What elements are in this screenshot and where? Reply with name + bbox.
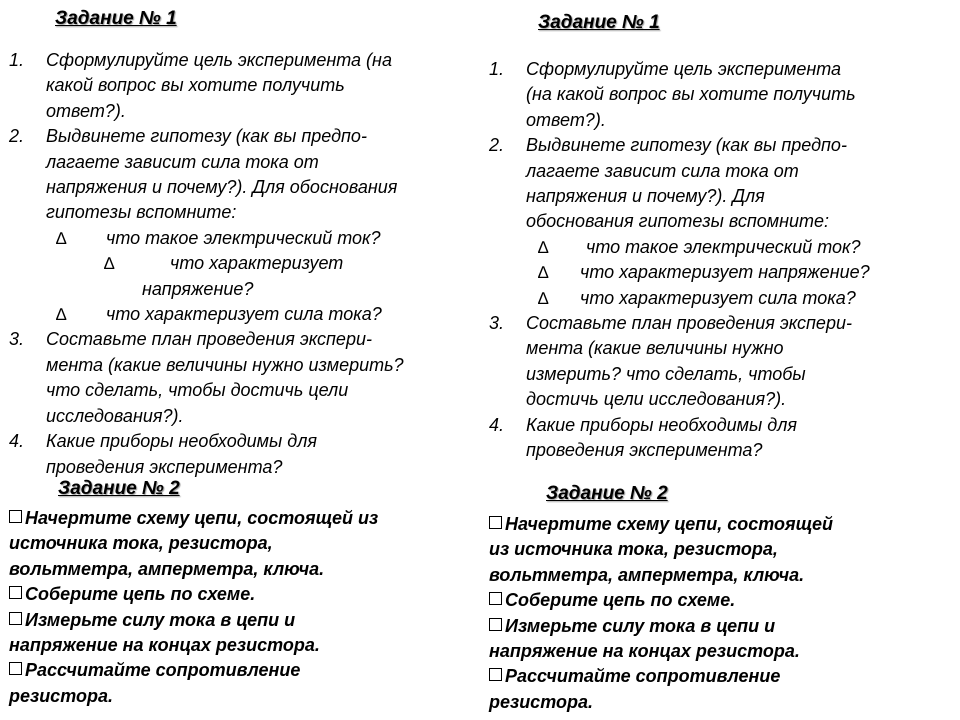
hint-text-cont: напряжение? bbox=[142, 278, 254, 299]
delta-icon: ∆ bbox=[56, 305, 67, 325]
task1-item-4 bbox=[489, 413, 956, 464]
task1-list bbox=[489, 57, 956, 464]
item-line: мента (какие величины нужно bbox=[526, 338, 784, 359]
item-line: Составьте план проведения экспери- bbox=[526, 313, 852, 334]
checkbox-icon bbox=[9, 586, 22, 599]
item-line: исследования?). bbox=[46, 405, 184, 426]
task2-heading: Задание № 2 bbox=[546, 483, 668, 504]
checkbox-icon bbox=[489, 668, 502, 681]
item-line: напряжения и почему?). Для обоснования bbox=[46, 177, 398, 198]
hint-item-1 bbox=[46, 226, 476, 251]
item-line: ответ?). bbox=[526, 109, 606, 130]
item-number: 3. bbox=[489, 313, 505, 334]
item-line: вольтметра, амперметра, ключа. bbox=[489, 564, 805, 585]
item-line: вольтметра, амперметра, ключа. bbox=[9, 558, 325, 579]
task2-item-1 bbox=[9, 506, 477, 582]
item-line: гипотезы вспомните: bbox=[46, 202, 237, 223]
task1-item-2 bbox=[489, 133, 956, 311]
item-line: Соберите цепь по схеме. bbox=[505, 590, 736, 611]
item-line: Какие приборы необходимы для bbox=[526, 414, 797, 435]
item-number: 1. bbox=[9, 50, 25, 70]
task2-item-4 bbox=[9, 658, 477, 709]
task2-item-2 bbox=[9, 582, 477, 607]
item-line: Рассчитайте сопротивление bbox=[505, 666, 781, 687]
item-line: из источника тока, резистора, bbox=[489, 539, 778, 560]
hint-text: что характеризует bbox=[170, 253, 344, 274]
task2-item-1 bbox=[489, 512, 957, 588]
item-number: 4. bbox=[489, 414, 505, 435]
item-line: достичь цели исследования?). bbox=[526, 389, 787, 410]
item-line: Выдвинете гипотезу (как вы предпо- bbox=[526, 135, 847, 156]
delta-icon: ∆ bbox=[538, 263, 549, 283]
item-line: обоснования гипотезы вспомните: bbox=[526, 211, 830, 232]
delta-icon: ∆ bbox=[538, 288, 549, 308]
item-line: Начертите схему цепи, состоящей bbox=[505, 514, 833, 534]
item-line: Какие приборы необходимы для bbox=[46, 431, 317, 452]
item-number: 1. bbox=[489, 59, 505, 79]
hint-item-3 bbox=[526, 286, 956, 311]
checkbox-icon bbox=[9, 612, 22, 625]
item-line: напряжение на концах резистора. bbox=[9, 635, 320, 656]
item-line: напряжение на концах резистора. bbox=[489, 641, 800, 662]
task2-heading: Задание № 2 bbox=[58, 478, 180, 499]
hint-text: что такое электрический ток? bbox=[586, 236, 861, 257]
item-line: Измерьте силу тока в цепи и bbox=[25, 609, 296, 630]
checkbox-icon bbox=[9, 662, 22, 675]
checkbox-icon bbox=[489, 618, 502, 631]
hint-item-2 bbox=[526, 260, 956, 285]
item-line: Составьте план проведения экспери- bbox=[46, 329, 372, 350]
task1-heading: Задание № 1 bbox=[538, 12, 660, 33]
item-line: какой вопрос вы хотите получить bbox=[46, 75, 345, 96]
item-number: 3. bbox=[9, 329, 25, 350]
hint-text: что характеризует напряжение? bbox=[580, 262, 870, 283]
task1-list bbox=[9, 48, 476, 480]
task1-item-3 bbox=[489, 311, 956, 413]
item-line: Рассчитайте сопротивление bbox=[25, 660, 301, 681]
item-line: лагаете зависит сила тока от bbox=[526, 160, 799, 181]
item-line: проведения эксперимента? bbox=[526, 440, 763, 461]
task1-item-3 bbox=[9, 327, 476, 429]
item-line: источника тока, резистора, bbox=[9, 533, 273, 554]
task2-item-4 bbox=[489, 664, 957, 715]
delta-icon: ∆ bbox=[56, 228, 67, 248]
task2-list bbox=[489, 512, 957, 715]
hint-item-2 bbox=[46, 251, 476, 276]
hint-text: что характеризует сила тока? bbox=[106, 304, 382, 325]
item-number: 2. bbox=[9, 126, 25, 147]
item-line: ответ?). bbox=[46, 100, 126, 121]
item-line: Соберите цепь по схеме. bbox=[25, 584, 256, 605]
item-line: что сделать, чтобы достичь цели bbox=[46, 380, 349, 401]
item-line: резистора. bbox=[489, 691, 593, 712]
right-column bbox=[480, 0, 960, 720]
item-line: (на какой вопрос вы хотите получить bbox=[526, 84, 856, 105]
item-line: проведения эксперимента? bbox=[46, 456, 283, 477]
item-line: измерить? что сделать, чтобы bbox=[526, 363, 806, 384]
task1-heading: Задание № 1 bbox=[55, 8, 177, 29]
hint-text: что такое электрический ток? bbox=[106, 227, 381, 248]
delta-icon: ∆ bbox=[104, 254, 115, 274]
task1-item-1 bbox=[489, 57, 956, 133]
item-line: мента (какие величины нужно измерить? bbox=[46, 354, 404, 375]
item-line: Сформулируйте цель эксперимента bbox=[526, 59, 842, 79]
task2-item-3 bbox=[489, 614, 957, 665]
delta-icon: ∆ bbox=[538, 237, 549, 257]
item-line: Начертите схему цепи, состоящей из bbox=[25, 508, 379, 528]
task1-item-2 bbox=[9, 124, 476, 327]
item-number: 2. bbox=[489, 135, 505, 156]
hint-item-3 bbox=[46, 302, 476, 327]
task2-item-3 bbox=[9, 608, 477, 659]
item-line: Сформулируйте цель эксперимента (на bbox=[46, 50, 392, 70]
task1-item-4 bbox=[9, 429, 476, 480]
item-line: Измерьте силу тока в цепи и bbox=[505, 615, 776, 636]
checkbox-icon bbox=[489, 516, 502, 529]
item-number: 4. bbox=[9, 431, 25, 452]
task1-item-1 bbox=[9, 48, 476, 124]
item-line: лагаете зависит сила тока от bbox=[46, 151, 319, 172]
item-line: резистора. bbox=[9, 685, 113, 706]
task2-item-2 bbox=[489, 588, 957, 613]
item-line: напряжения и почему?). Для bbox=[526, 186, 765, 207]
task2-list bbox=[9, 506, 477, 709]
checkbox-icon bbox=[489, 592, 502, 605]
hint-text: что характеризует сила тока? bbox=[580, 287, 856, 308]
hint-item-1 bbox=[526, 235, 956, 260]
checkbox-icon bbox=[9, 510, 22, 523]
item-line: Выдвинете гипотезу (как вы предпо- bbox=[46, 126, 367, 147]
